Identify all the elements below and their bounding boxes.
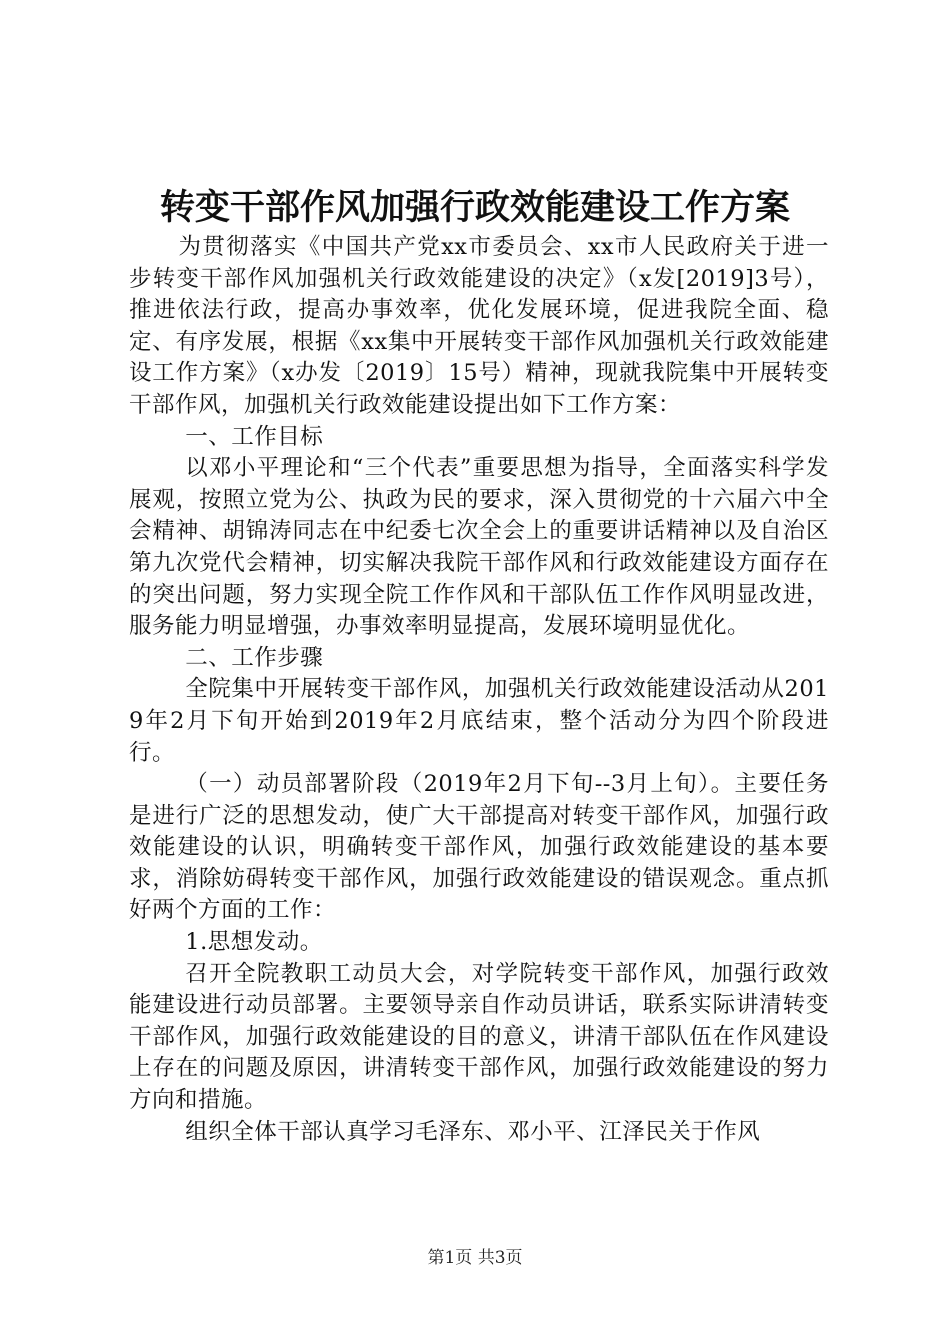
document-body bbox=[129, 232, 829, 1148]
paragraph-stage-one: （一）动员部署阶段（2019年2月下旬--3月上旬）。主要任务是进行广泛的思想发动，使广大干部提高对转变干部作风，加强行政效能建设的认识，明确转变干部作风，加强行政效能建设的基本要求，消除妨碍转变干部作风，加强行政效能建设的错误观念。重点抓好两个方面的工作： bbox=[129, 771, 829, 924]
heading-work-goal: 一、工作目标 bbox=[185, 423, 324, 450]
paragraph-organize-study: 组织全体干部认真学习毛泽东、邓小平、江泽民关于作风 bbox=[185, 1118, 761, 1145]
paragraph-mobilization-meeting: 召开全院教职工动员大会，对学院转变干部作风，加强行政效能建设进行动员部署。主要领导亲自作动员讲话，联系实际讲清转变干部作风，加强行政效能建设的目的意义，讲清干部队伍在作风建设上存在的问题及原因，讲清转变干部作风，加强行政效能建设的努力方向和措施。 bbox=[129, 960, 829, 1114]
paragraph-work-goal: 以邓小平理论和“三个代表”重要思想为指导，全面落实科学发展观，按照立党为公、执政为民的要求，深入贯彻党的十六届六中全会精神、胡锦涛同志在中纪委七次全会上的重要讲话精神以及自治区第九次党代会精神，切实解决我院干部作风和行政效能建设方面存在的突出问题，努力实现全院工作作风和干部队伍工作作风明显改进，服务能力明显增强，办事效率明显提高，发展环境明显优化。 bbox=[129, 455, 829, 640]
item-ideological-mobilization: 1.思想发动。 bbox=[185, 929, 323, 956]
paragraph-work-steps: 全院集中开展转变干部作风，加强机关行政效能建设活动从2019年2月下旬开始到2019年2月底结束，整个活动分为四个阶段进行。 bbox=[129, 676, 829, 766]
heading-work-steps: 二、工作步骤 bbox=[185, 644, 324, 671]
document-title: 转变干部作风加强行政效能建设工作方案 bbox=[159, 188, 790, 228]
paragraph-intro: 为贯彻落实《中国共产党xx市委员会、xx市人民政府关于进一步转变干部作风加强机关行政效能建设的决定》（x发[2019]3号），推进依法行政，提高办事效率，优化发展环境，促进我院全面、稳定、有序发展，根据《xx集中开展转变干部作风加强机关行政效能建设工作方案》（x办发〔2019〕15号）精神，现就我院集中开展转变干部作风，加强机关行政效能建设提出如下工作方案： bbox=[129, 234, 829, 418]
page-footer: 第1页 共3页 bbox=[427, 1248, 523, 1268]
